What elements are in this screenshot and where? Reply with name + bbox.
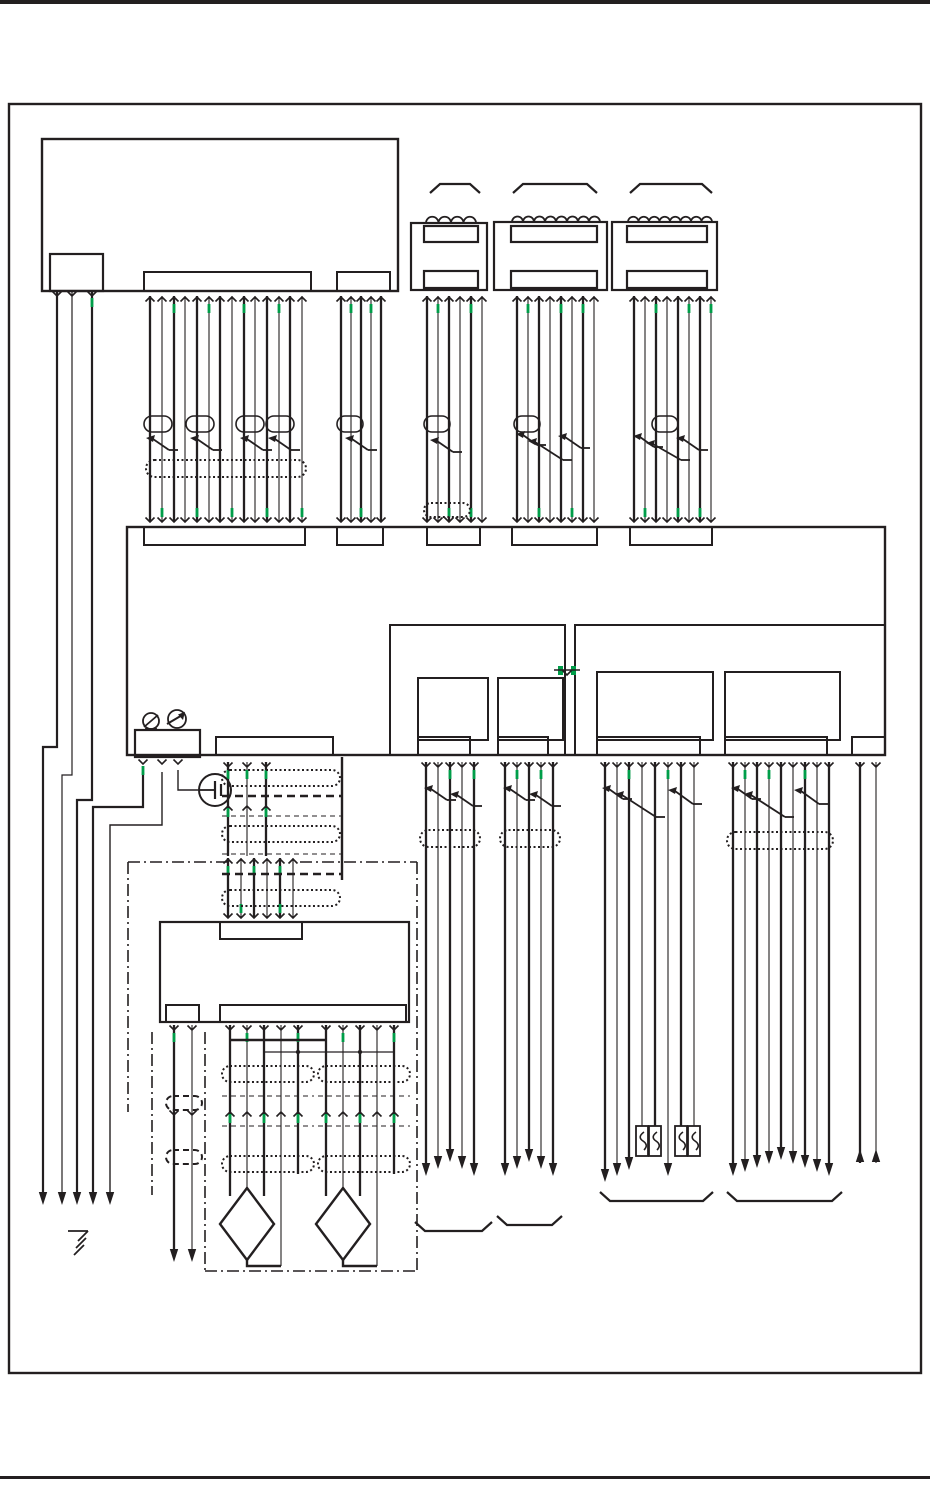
motor-loop-left <box>247 1258 281 1266</box>
left-stack-lower <box>222 858 342 918</box>
connector-strip <box>512 527 597 545</box>
relay-unit-box <box>135 730 200 757</box>
inner-sub-box-3 <box>597 672 713 740</box>
harness-g <box>500 762 561 1176</box>
inner-sub-box-1 <box>418 678 488 740</box>
supply-wire-3 <box>73 291 92 1205</box>
harness-underbraces <box>415 1192 842 1231</box>
harness-d <box>513 296 599 522</box>
supply-wire-2 <box>58 291 72 1205</box>
lower-bundle-left <box>222 1025 314 1266</box>
connector-strip <box>852 737 885 755</box>
left-stack-upper <box>222 762 342 856</box>
supply-wire-1 <box>39 291 57 1205</box>
relay-ground-wire <box>178 770 198 790</box>
connector-strip <box>337 272 390 291</box>
main-control-sub-box <box>50 254 103 291</box>
connector-strip <box>144 272 311 291</box>
harness-c <box>423 296 487 522</box>
motor-left <box>220 1188 274 1260</box>
inner-module-left <box>390 625 565 755</box>
lower-bundle-right <box>318 1025 410 1266</box>
connector-strip <box>220 922 302 939</box>
inner-sub-box-4 <box>725 672 840 740</box>
inner-sub-box-2 <box>498 678 563 740</box>
harness-e <box>630 296 716 522</box>
connector-strip <box>144 527 305 545</box>
inner-module-right <box>575 625 885 755</box>
earth-terminal-symbol <box>199 774 231 806</box>
motor-right <box>316 1188 370 1260</box>
harness-f <box>420 762 482 1176</box>
sub-bundle <box>166 1025 202 1262</box>
lower-control-box <box>160 922 409 1022</box>
relay-wire-2 <box>106 772 162 1205</box>
inline-connector-symbol <box>554 666 580 675</box>
main-control-box <box>42 139 398 291</box>
transformer-block-3 <box>612 184 717 290</box>
transformer-block-1 <box>411 184 487 290</box>
central-junction-box <box>127 527 885 755</box>
chassis-ground-symbol <box>68 1231 88 1255</box>
connector-strip <box>630 527 712 545</box>
harness-a <box>144 296 307 522</box>
indicator-symbol <box>167 710 186 728</box>
relay-wire-1 <box>89 772 143 1205</box>
fuse-symbol <box>143 713 159 729</box>
harness-right-pair <box>856 762 881 1163</box>
transformer-block-2 <box>494 184 607 290</box>
connector-strip <box>427 527 480 545</box>
connector-strip <box>337 527 383 545</box>
motor-loop-right <box>343 1258 377 1266</box>
connector-strip <box>216 737 333 755</box>
connector-strip <box>166 1005 199 1022</box>
harness-h <box>601 762 703 1182</box>
connector-strip <box>220 1005 406 1022</box>
harness-i <box>727 762 834 1176</box>
harness-b <box>337 296 386 522</box>
